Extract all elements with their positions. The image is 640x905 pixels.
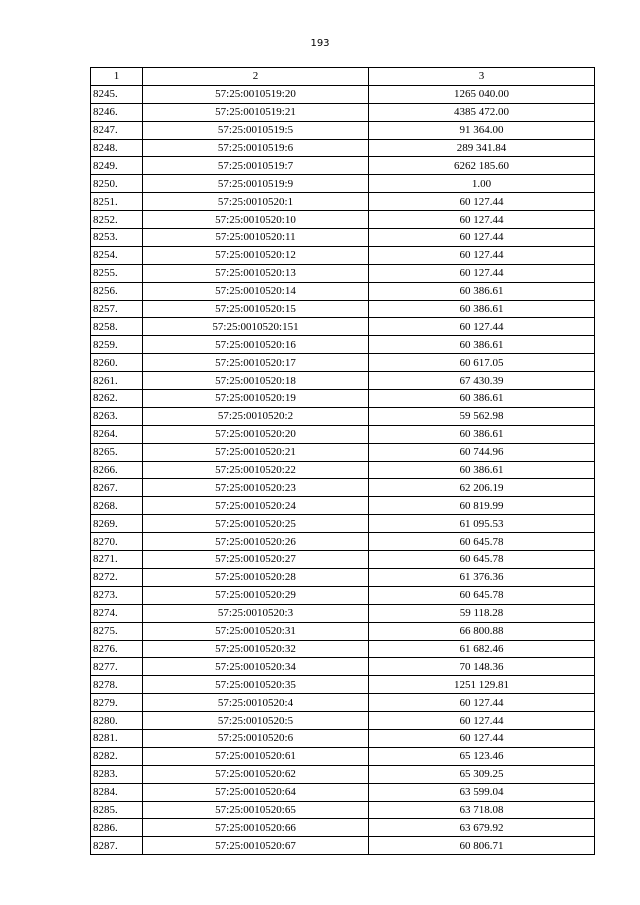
cadastral-number-cell: 57:25:0010520:34 [143, 658, 369, 676]
row-number-cell: 8281. [91, 729, 143, 747]
table-body [91, 85, 595, 854]
table-row [91, 85, 595, 103]
row-number-cell: 8248. [91, 139, 143, 157]
cadastral-number-cell: 57:25:0010520:3 [143, 604, 369, 622]
value-cell: 60 386.61 [369, 300, 595, 318]
value-cell: 1.00 [369, 175, 595, 193]
table-row [91, 801, 595, 819]
row-number-cell: 8252. [91, 211, 143, 229]
row-number-cell: 8277. [91, 658, 143, 676]
row-number-cell: 8258. [91, 318, 143, 336]
value-cell: 63 718.08 [369, 801, 595, 819]
value-cell: 67 430.39 [369, 372, 595, 390]
value-cell: 60 386.61 [369, 282, 595, 300]
cadastral-number-cell: 57:25:0010520:4 [143, 694, 369, 712]
table-row [91, 407, 595, 425]
row-number-cell: 8278. [91, 676, 143, 694]
value-cell: 61 095.53 [369, 515, 595, 533]
value-cell: 60 127.44 [369, 729, 595, 747]
cadastral-number-cell: 57:25:0010520:21 [143, 443, 369, 461]
table-row [91, 264, 595, 282]
cadastral-number-cell: 57:25:0010520:10 [143, 211, 369, 229]
row-number-cell: 8263. [91, 407, 143, 425]
cadastral-number-cell: 57:25:0010520:25 [143, 515, 369, 533]
row-number-cell: 8284. [91, 783, 143, 801]
value-cell: 60 744.96 [369, 443, 595, 461]
registry-table [90, 67, 595, 855]
table-row [91, 336, 595, 354]
cadastral-number-cell: 57:25:0010520:11 [143, 229, 369, 247]
cadastral-number-cell: 57:25:0010520:26 [143, 533, 369, 551]
value-cell: 289 341.84 [369, 139, 595, 157]
value-cell: 91 364.00 [369, 121, 595, 139]
table-row [91, 765, 595, 783]
value-cell: 60 645.78 [369, 586, 595, 604]
value-cell: 60 386.61 [369, 390, 595, 408]
value-cell: 63 599.04 [369, 783, 595, 801]
row-number-cell: 8269. [91, 515, 143, 533]
value-cell: 60 127.44 [369, 712, 595, 730]
row-number-cell: 8282. [91, 747, 143, 765]
value-cell: 65 123.46 [369, 747, 595, 765]
cadastral-number-cell: 57:25:0010520:1 [143, 193, 369, 211]
row-number-cell: 8286. [91, 819, 143, 837]
row-number-cell: 8249. [91, 157, 143, 175]
cadastral-number-cell: 57:25:0010520:16 [143, 336, 369, 354]
value-cell: 60 806.71 [369, 837, 595, 855]
row-number-cell: 8250. [91, 175, 143, 193]
value-cell: 60 127.44 [369, 246, 595, 264]
table-row [91, 390, 595, 408]
value-cell: 6262 185.60 [369, 157, 595, 175]
row-number-cell: 8247. [91, 121, 143, 139]
cadastral-number-cell: 57:25:0010520:19 [143, 390, 369, 408]
value-cell: 62 206.19 [369, 479, 595, 497]
cadastral-number-cell: 57:25:0010520:28 [143, 568, 369, 586]
cadastral-number-cell: 57:25:0010520:61 [143, 747, 369, 765]
table-row [91, 694, 595, 712]
column-header-3: 3 [369, 68, 595, 86]
cadastral-number-cell: 57:25:0010520:31 [143, 622, 369, 640]
row-number-cell: 8267. [91, 479, 143, 497]
table-row [91, 211, 595, 229]
table-row [91, 515, 595, 533]
cadastral-number-cell: 57:25:0010519:21 [143, 103, 369, 121]
row-number-cell: 8270. [91, 533, 143, 551]
row-number-cell: 8265. [91, 443, 143, 461]
table-row [91, 819, 595, 837]
table-row [91, 783, 595, 801]
table-row [91, 837, 595, 855]
value-cell: 60 127.44 [369, 318, 595, 336]
value-cell: 60 617.05 [369, 354, 595, 372]
value-cell: 60 386.61 [369, 425, 595, 443]
row-number-cell: 8285. [91, 801, 143, 819]
cadastral-number-cell: 57:25:0010520:62 [143, 765, 369, 783]
cadastral-number-cell: 57:25:0010520:35 [143, 676, 369, 694]
value-cell: 60 127.44 [369, 211, 595, 229]
cadastral-number-cell: 57:25:0010519:5 [143, 121, 369, 139]
cadastral-number-cell: 57:25:0010520:2 [143, 407, 369, 425]
row-number-cell: 8253. [91, 229, 143, 247]
value-cell: 1265 040.00 [369, 85, 595, 103]
table-row [91, 497, 595, 515]
column-header-2: 2 [143, 68, 369, 86]
cadastral-number-cell: 57:25:0010520:14 [143, 282, 369, 300]
table-row [91, 729, 595, 747]
cadastral-number-cell: 57:25:0010520:13 [143, 264, 369, 282]
table-row [91, 193, 595, 211]
cadastral-number-cell: 57:25:0010520:12 [143, 246, 369, 264]
value-cell: 60 386.61 [369, 336, 595, 354]
cadastral-number-cell: 57:25:0010520:5 [143, 712, 369, 730]
row-number-cell: 8256. [91, 282, 143, 300]
row-number-cell: 8259. [91, 336, 143, 354]
row-number-cell: 8273. [91, 586, 143, 604]
row-number-cell: 8264. [91, 425, 143, 443]
table-row [91, 604, 595, 622]
value-cell: 59 118.28 [369, 604, 595, 622]
cadastral-number-cell: 57:25:0010520:17 [143, 354, 369, 372]
value-cell: 60 127.44 [369, 193, 595, 211]
row-number-cell: 8279. [91, 694, 143, 712]
row-number-cell: 8261. [91, 372, 143, 390]
row-number-cell: 8276. [91, 640, 143, 658]
row-number-cell: 8271. [91, 551, 143, 569]
row-number-cell: 8262. [91, 390, 143, 408]
cadastral-number-cell: 57:25:0010520:29 [143, 586, 369, 604]
table-row [91, 175, 595, 193]
cadastral-number-cell: 57:25:0010519:9 [143, 175, 369, 193]
cadastral-number-cell: 57:25:0010520:24 [143, 497, 369, 515]
table-row [91, 622, 595, 640]
cadastral-number-cell: 57:25:0010520:15 [143, 300, 369, 318]
value-cell: 61 682.46 [369, 640, 595, 658]
value-cell: 66 800.88 [369, 622, 595, 640]
column-header-1: 1 [91, 68, 143, 86]
value-cell: 1251 129.81 [369, 676, 595, 694]
value-cell: 60 127.44 [369, 229, 595, 247]
cadastral-number-cell: 57:25:0010520:66 [143, 819, 369, 837]
table-row [91, 551, 595, 569]
table-row [91, 157, 595, 175]
cadastral-number-cell: 57:25:0010519:6 [143, 139, 369, 157]
row-number-cell: 8272. [91, 568, 143, 586]
page-number: 193 [310, 38, 330, 49]
value-cell: 70 148.36 [369, 658, 595, 676]
value-cell: 63 679.92 [369, 819, 595, 837]
cadastral-number-cell: 57:25:0010520:18 [143, 372, 369, 390]
table-row [91, 246, 595, 264]
table-row [91, 658, 595, 676]
row-number-cell: 8280. [91, 712, 143, 730]
table-row [91, 712, 595, 730]
value-cell: 61 376.36 [369, 568, 595, 586]
cadastral-number-cell: 57:25:0010520:23 [143, 479, 369, 497]
cadastral-number-cell: 57:25:0010520:67 [143, 837, 369, 855]
value-cell: 60 127.44 [369, 694, 595, 712]
row-number-cell: 8287. [91, 837, 143, 855]
cadastral-number-cell: 57:25:0010520:32 [143, 640, 369, 658]
table-row [91, 282, 595, 300]
row-number-cell: 8274. [91, 604, 143, 622]
table-row [91, 586, 595, 604]
row-number-cell: 8260. [91, 354, 143, 372]
table-row [91, 461, 595, 479]
cadastral-number-cell: 57:25:0010520:64 [143, 783, 369, 801]
row-number-cell: 8257. [91, 300, 143, 318]
table-row [91, 443, 595, 461]
row-number-cell: 8245. [91, 85, 143, 103]
cadastral-number-cell: 57:25:0010520:27 [143, 551, 369, 569]
value-cell: 60 645.78 [369, 533, 595, 551]
value-cell: 65 309.25 [369, 765, 595, 783]
table-row [91, 103, 595, 121]
cadastral-number-cell: 57:25:0010520:20 [143, 425, 369, 443]
row-number-cell: 8275. [91, 622, 143, 640]
table-row [91, 425, 595, 443]
cadastral-number-cell: 57:25:0010520:22 [143, 461, 369, 479]
table-row [91, 568, 595, 586]
value-cell: 60 127.44 [369, 264, 595, 282]
value-cell: 59 562.98 [369, 407, 595, 425]
value-cell: 4385 472.00 [369, 103, 595, 121]
row-number-cell: 8283. [91, 765, 143, 783]
table-row [91, 640, 595, 658]
table-row [91, 300, 595, 318]
cadastral-number-cell: 57:25:0010519:20 [143, 85, 369, 103]
table-row [91, 479, 595, 497]
cadastral-number-cell: 57:25:0010520:6 [143, 729, 369, 747]
value-cell: 60 819.99 [369, 497, 595, 515]
row-number-cell: 8268. [91, 497, 143, 515]
table-header-row [91, 68, 595, 86]
row-number-cell: 8254. [91, 246, 143, 264]
row-number-cell: 8266. [91, 461, 143, 479]
table-row [91, 372, 595, 390]
cadastral-number-cell: 57:25:0010520:151 [143, 318, 369, 336]
value-cell: 60 386.61 [369, 461, 595, 479]
table-row [91, 676, 595, 694]
value-cell: 60 645.78 [369, 551, 595, 569]
table-row [91, 354, 595, 372]
row-number-cell: 8255. [91, 264, 143, 282]
table-row [91, 121, 595, 139]
table-row [91, 139, 595, 157]
table-row [91, 533, 595, 551]
table-row [91, 229, 595, 247]
table-row [91, 318, 595, 336]
cadastral-number-cell: 57:25:0010520:65 [143, 801, 369, 819]
row-number-cell: 8251. [91, 193, 143, 211]
cadastral-number-cell: 57:25:0010519:7 [143, 157, 369, 175]
row-number-cell: 8246. [91, 103, 143, 121]
table-row [91, 747, 595, 765]
